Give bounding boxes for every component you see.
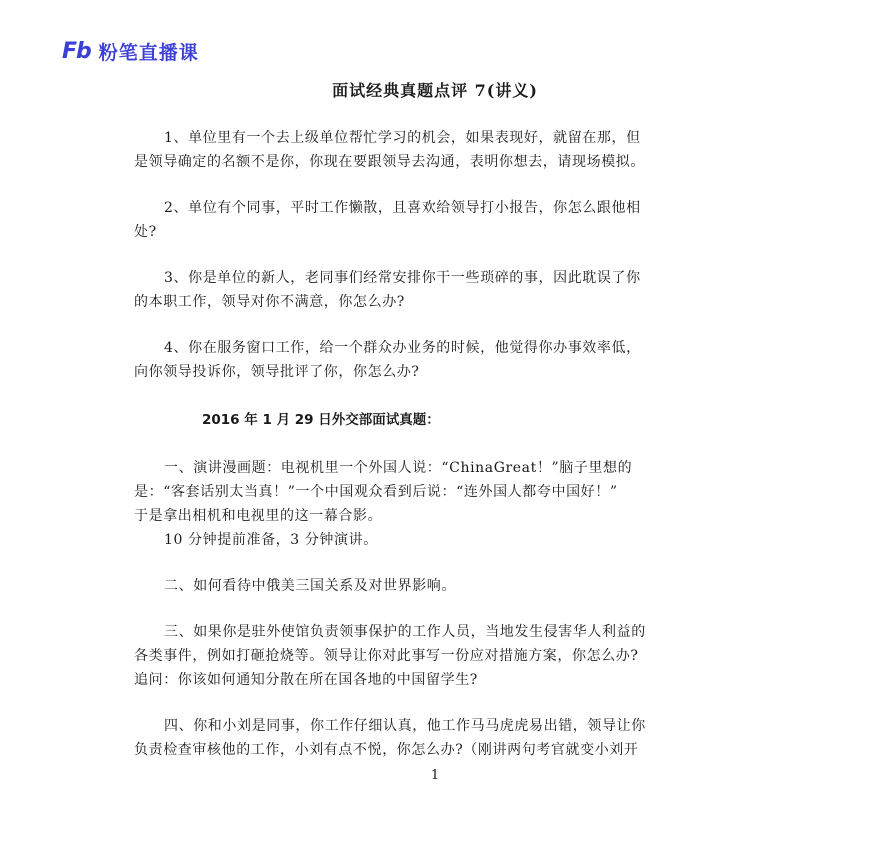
logo-mark: Fb bbox=[62, 39, 91, 64]
mofa-q2: 二、如何看待中俄美三国关系及对世界影响。 bbox=[164, 578, 456, 594]
document-title: 面试经典真题点评 7(讲义) bbox=[332, 81, 538, 100]
mofa-q1-line-4: 10 分钟提前准备，3 分钟演讲。 bbox=[164, 532, 378, 548]
question-2-line-2: 处? bbox=[134, 224, 157, 240]
question-1-line-1: 1、单位里有一个去上级单位帮忙学习的机会，如果表现好，就留在那，但 bbox=[164, 130, 641, 146]
logo-text: 粉笔直播课 bbox=[98, 42, 199, 64]
question-3-line-1: 3、你是单位的新人，老同事们经常安排你干一些琐碎的事，因此耽误了你 bbox=[164, 270, 641, 286]
mofa-q3-line-3: 追问：你该如何通知分散在所在国各地的中国留学生? bbox=[134, 672, 478, 688]
mofa-q4-line-1: 四、你和小刘是同事，你工作仔细认真，他工作马马虎虎易出错，领导让你 bbox=[164, 718, 646, 734]
mofa-q3-line-2: 各类事件，例如打砸抢烧等。领导让你对此事写一份应对措施方案，你怎么办? bbox=[134, 648, 639, 664]
brand-logo bbox=[62, 38, 199, 65]
document-body bbox=[134, 126, 746, 762]
question-1-line-2: 是领导确定的名额不是你，你现在要跟领导去沟通，表明你想去，请现场模拟。 bbox=[134, 154, 645, 170]
question-4-line-2: 向你领导投诉你，领导批评了你，你怎么办? bbox=[134, 364, 420, 380]
question-3-line-2: 的本职工作，领导对你不满意，你怎么办? bbox=[134, 294, 405, 310]
page-number: 1 bbox=[430, 768, 440, 783]
question-4-line-1: 4、你在服务窗口工作，给一个群众办业务的时候，他觉得你办事效率低， bbox=[164, 340, 641, 356]
question-2-line-1: 2、单位有个同事，平时工作懒散，且喜欢给领导打小报告，你怎么跟他相 bbox=[164, 200, 641, 216]
mofa-q4-line-2: 负责检查审核他的工作，小刘有点不悦，你怎么办?（刚讲两句考官就变小刘开 bbox=[134, 742, 639, 758]
mofa-q1-line-3: 于是拿出相机和电视里的这一幕合影。 bbox=[134, 508, 383, 524]
mofa-q1-line-2: 是：“客套话别太当真！”一个中国观众看到后说：“连外国人都夸中国好！” bbox=[134, 484, 618, 500]
mofa-q3-line-1: 三、如果你是驻外使馆负责领事保护的工作人员，当地发生侵害华人利益的 bbox=[164, 624, 646, 640]
mofa-q1-line-1: 一、演讲漫画题：电视机里一个外国人说：“ChinaGreat！”脑子里想的 bbox=[164, 460, 633, 476]
section-heading: 2016 年 1 月 29 日外交部面试真题： bbox=[202, 412, 440, 428]
